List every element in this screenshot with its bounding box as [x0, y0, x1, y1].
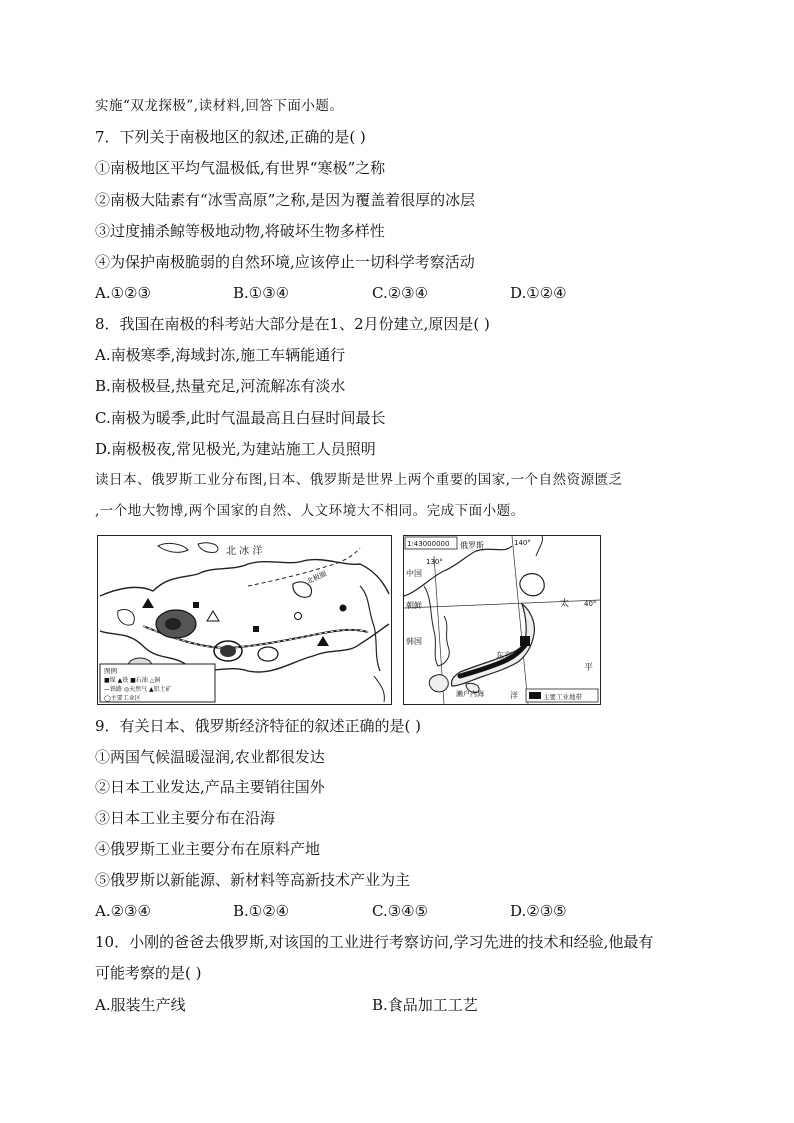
question-9-item-3: ③日本工业主要分布在沿海: [95, 809, 276, 827]
pacific-ocean-label-ping: 平: [584, 663, 594, 673]
question-7-option-d: D.①②④: [510, 284, 567, 302]
tokyo-label: 东京: [496, 651, 512, 660]
japan-industry-map: [403, 535, 601, 705]
question-8-option-a: A.南极寒季,海域封冻,施工车辆能通行: [95, 346, 346, 364]
arctic-circle-label: 北极圈: [305, 569, 328, 586]
question-9-item-5: ⑤俄罗斯以新能源、新材料等高新技术产业为主: [95, 871, 411, 889]
longitude-130-label: 130°: [426, 558, 443, 566]
question-9-item-4: ④俄罗斯工业主要分布在原料产地: [95, 840, 321, 858]
intro-text-1: 实施“双龙探极”,读材料,回答下面小题。: [95, 98, 344, 114]
japan-legend-label: 主要工业地带: [543, 693, 582, 701]
question-9-item-2: ②日本工业发达,产品主要销往国外: [95, 778, 325, 796]
south-korea-label: 韩国: [406, 637, 422, 646]
north-korea-label: 朝鲜: [406, 601, 422, 610]
pacific-ocean-label-tai: 太: [560, 599, 570, 609]
china-label: 中国: [406, 569, 422, 578]
pacific-ocean-label-yang: 洋: [510, 691, 518, 700]
russia-legend-row-3: ◯主要工业区: [104, 695, 141, 702]
question-9-option-c: C.③④⑤: [372, 902, 429, 920]
question-7-item-1: ①南极地区平均气温极低,有世界“寒极”之称: [95, 159, 386, 177]
question-9-option-b: B.①②④: [233, 902, 290, 920]
question-10-option-b: B.食品加工工艺: [372, 996, 478, 1014]
question-8-option-b: B.南极极昼,热量充足,河流解冻有淡水: [95, 377, 346, 395]
russia-legend-title: 图例: [104, 667, 117, 675]
question-9-option-a: A.②③④: [95, 902, 151, 920]
question-9-stem: 9．有关日本、俄罗斯经济特征的叙述正确的是( ): [95, 717, 422, 735]
question-7-option-c: C.②③④: [372, 284, 429, 302]
question-7-item-2: ②南极大陆素有“冰雪高原”之称,是因为覆盖着很厚的冰层: [95, 191, 476, 209]
question-7-stem: 7．下列关于南极地区的叙述,正确的是( ): [95, 128, 366, 146]
question-7-item-3: ③过度捕杀鲸等极地动物,将破坏生物多样性: [95, 222, 385, 240]
question-7-item-4: ④为保护南极脆弱的自然环境,应该停止一切科学考察活动: [95, 253, 475, 271]
question-8-option-d: D.南极极夜,常见极光,为建站施工人员照明: [95, 440, 376, 458]
russia-legend-row-1: ■煤 ▲铁 ■石油 △铜: [104, 677, 161, 684]
longitude-140-label: 140°: [514, 539, 531, 547]
question-8-option-c: C.南极为暖季,此时气温最高且白昼时间最长: [95, 409, 386, 427]
question-7-option-b: B.①③④: [233, 284, 290, 302]
intro-text-2-line-1: 读日本、俄罗斯工业分布图,日本、俄罗斯是世界上两个重要的国家,一个自然资源匮乏: [95, 472, 623, 488]
question-8-stem: 8．我国在南极的科考站大部分是在1、2月份建立,原因是( ): [95, 315, 490, 333]
question-10-stem-line-1: 10．小刚的爸爸去俄罗斯,对该国的工业进行考察访问,学习先进的技术和经验,他最有: [95, 933, 654, 951]
question-10-stem-line-2: 可能考察的是( ): [95, 964, 202, 982]
latitude-40-label: 40°: [584, 600, 597, 608]
russia-industry-map: [97, 535, 392, 705]
seto-inland-sea-label: 濑户内海: [456, 690, 484, 698]
question-9-item-1: ①两国气候温暖湿润,农业都很发达: [95, 748, 325, 766]
japan-map-russia-label: 俄罗斯: [460, 541, 484, 550]
question-10-option-a: A.服装生产线: [95, 996, 186, 1014]
russia-legend-row-2: —铁路 ◎天然气 ▲铝土矿: [104, 686, 172, 693]
intro-text-2-line-2: ,一个地大物博,两个国家的自然、人文环境大不相同。完成下面小题。: [95, 503, 525, 519]
japan-map-scale: 1:43000000: [407, 540, 450, 548]
question-7-option-a: A.①②③: [95, 284, 151, 302]
question-9-option-d: D.②③⑤: [510, 902, 567, 920]
russia-map-ocean-label: 北 冰 洋: [226, 546, 263, 557]
